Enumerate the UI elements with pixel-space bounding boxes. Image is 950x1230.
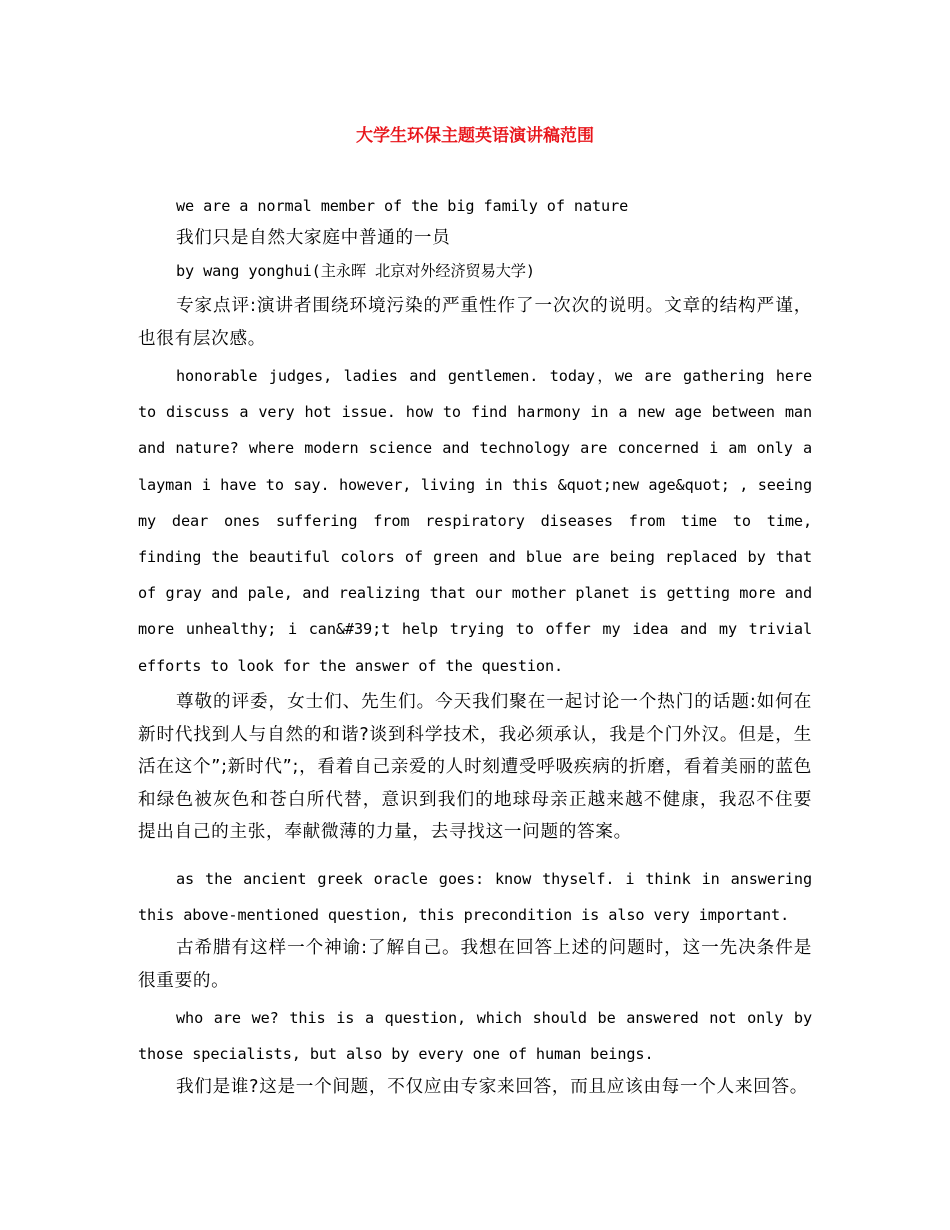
document-title: 大学生环保主题英语演讲稿范围 (356, 126, 594, 146)
paragraph-chinese-oracle: 古希腊有这样一个神谕:了解自己。我想在回答上述的问题时，这一先决条件是很重要的。 (138, 938, 812, 991)
paragraph-author: by wang yonghui(主永晖 北京对外经济贸易大学) (176, 262, 535, 280)
paragraph-english-intro: honorable judges, ladies and gentlemen. today，we are gathering here to discuss a very hot issue. how to find harmony in a new age between man and nature? where modern science and technology are concerned i am only a layman i have to say. however, living in this &quot;new age&quot; , seeing my dear ones suffering from respiratory diseases from time to time, finding the beautiful colors of green and blue are being replaced by that of gray and pale, and realizing that our mother planet is getting more and more unhealthy; i can&#39;t help trying to offer my idea and my trivial efforts to look for the answer of the question. (138, 367, 812, 675)
paragraph-expert-comment: 专家点评:演讲者围绕环境污染的严重性作了一次次的说明。文章的结构严谨，也很有层次感。 (138, 296, 812, 349)
paragraph-english-oracle: as the ancient greek oracle goes: know thyself. i think in answering this above-mentioned question, this precondition is also very important. (138, 870, 812, 925)
paragraph-chinese-title: 我们只是自然大家庭中普通的一员 (176, 228, 451, 248)
paragraph-chinese-who: 我们是谁?这是一个间题，不仅应由专家来回答，而且应该由每一个人来回答。 (176, 1077, 809, 1097)
paragraph-chinese-intro: 尊敬的评委，女士们、先生们。今天我们聚在一起讨论一个热门的话题:如何在新时代找到人与自然的和谐?谈到科学技术，我必须承认，我是个门外汉。但是，生活在这个”;新时代”;，看着自己亲爱的人时刻遭受呼吸疾病的折磨，看着美丽的蓝色和绿色被灰色和苍白所代替，意识到我们的地球母亲正越来越不健康，我忍不住要提出自己的主张，奉献微薄的力量，去寻找这一问题的答案。 (138, 692, 812, 842)
paragraph-english-title: we are a normal member of the big family of nature (176, 197, 629, 215)
paragraph-english-who: who are we? this is a question, which should be answered not only by those specialists, but also by every one of human beings. (138, 1009, 812, 1064)
